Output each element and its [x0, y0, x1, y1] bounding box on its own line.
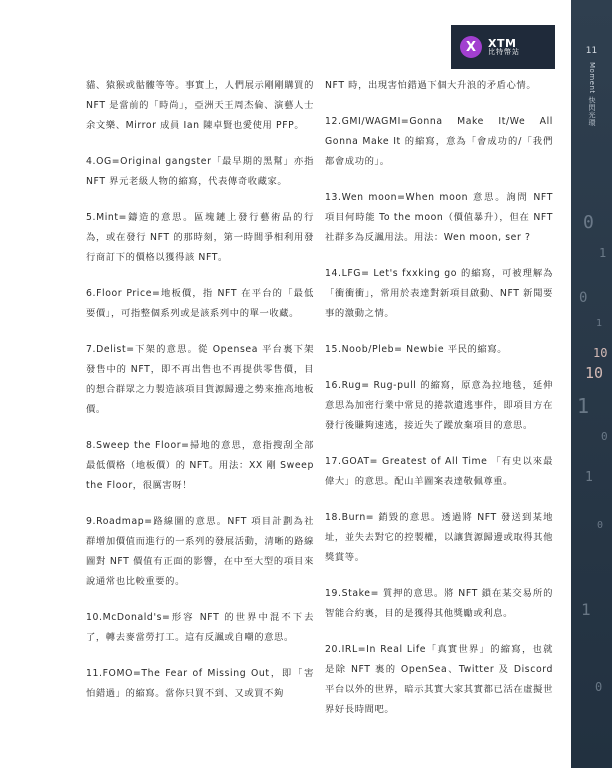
decor-digit: 0	[579, 290, 588, 306]
decor-digit: 1	[577, 394, 590, 418]
paragraph: 貓、猿猴或骷髏等等。事實上，人們展示剛剛購買的 NFT 是當前的「時尚」，亞洲天王周杰倫、演藝人士余文樂、Mirror 成員 Ian 陳卓賢也愛使用 PFP。	[86, 80, 314, 131]
decor-digit: 10	[585, 364, 604, 382]
right-column	[325, 76, 553, 736]
decor-digit: 10	[593, 346, 608, 360]
paragraph: 14.LFG= Let's fxxking go 的縮寫，可被理解為「衝衝衝」，常用於表達對新項目啟動、NFT 新聞要事的激動之情。	[325, 268, 553, 319]
decor-digit: 1	[585, 470, 593, 485]
paragraph: 5.Mint=鑄造的意思。區塊鏈上發行藝術品的行為，或在發行 NFT 的那時刻，第一時間爭相利用發行商訂下的價格以獲得該 NFT。	[86, 212, 314, 263]
sidebar-band	[571, 0, 612, 768]
paragraph: 8.Sweep the Floor=掃地的意思，意指搜刮全部最低價格（地板價）的 NFT。用法：XX 剛 Sweep the Floor，很厲害呀！	[86, 440, 314, 491]
paragraph: 13.Wen moon=When moon 意思。詢問 NFT 項目何時能 To the moon（價值暴升），但在 NFT 社群多為反諷用法。用法：Wen moon, ser ?	[325, 192, 553, 243]
paragraph: 10.McDonald's=形容 NFT 的世界中混不下去了，轉去麥當勞打工。這有反諷或自嘲的意思。	[86, 612, 314, 643]
left-column	[86, 76, 314, 720]
decor-digit: 0	[597, 520, 604, 531]
paragraph: 7.Delist=下架的意思。從 Opensea 平台裏下架發售中的 NFT，即不再出售也不再提供零售價，目的想合群眾之力製造該項目貨源歸邊之勢來推高地板價。	[86, 344, 314, 415]
paragraph: 12.GMI/WAGMI=Gonna Make It/We All Gonna Make It 的縮寫，意為「會成功的/「我們都會成功的」。	[325, 116, 553, 167]
decor-digit: 1	[581, 600, 591, 619]
decor-digit: 1	[596, 318, 603, 329]
decor-digit: 1	[599, 246, 607, 260]
paragraph: 19.Stake= 質押的意思。將 NFT 鎖在某交易所的智能合約裏，目的是獲得其他獎勵或利息。	[325, 588, 553, 619]
logo-name: XTM	[488, 36, 517, 50]
logo-subtitle: 比特幣站	[488, 48, 520, 57]
decor-digit: 0	[583, 212, 594, 233]
brand-logo	[451, 25, 555, 69]
paragraph: NFT 時，出現害怕錯過下個大升浪的矛盾心情。	[325, 80, 537, 91]
paragraph: 4.OG=Original gangster「最早期的黑幫」亦指 NFT 界元老級人物的縮寫，代表傳奇收藏家。	[86, 156, 314, 187]
decor-digit: 0	[601, 430, 608, 443]
paragraph: 15.Noob/Pleb= Newbie 平民的縮寫。	[325, 344, 508, 355]
logo-mark-icon: X	[460, 36, 482, 58]
paragraph: 9.Roadmap=路線圖的意思。NFT 項目計劃為社群增加價值而進行的一系列的發展活動，清晰的路線圖對 NFT 價值有正面的影響，在中至大型的項目來說通常也比較重要的。	[86, 516, 314, 587]
paragraph: 20.IRL=In Real Life「真實世界」的縮寫，也就是除 NFT 裏的 OpenSea、Twitter 及 Discord 平台以外的世界，暗示其實大家其實都已活在虛擬世界好長時間吧。	[325, 644, 553, 715]
section-label: Moment 快閃光環	[588, 62, 596, 127]
paragraph: 17.GOAT= Greatest of All Time 「有史以來最偉大」的意思。配山羊圖案表達敬佩尊重。	[325, 456, 553, 487]
paragraph: 18.Burn= 銷毀的意思。透過將 NFT 發送到某地址，並失去對它的控製權，以讓貨源歸邊或取得其他獎賞等。	[325, 512, 553, 563]
paragraph: 11.FOMO=The Fear of Missing Out，即「害怕錯過」的縮寫。當你只買不到、又或買不夠	[86, 668, 314, 699]
decor-digit: 0	[595, 680, 603, 694]
page-number: 11	[585, 46, 598, 56]
paragraph: 16.Rug= Rug-pull 的縮寫，原意為拉地毯，延伸意思為加密行業中常見的捲款遺逃事件，即項目方在發行後賺夠速逃，接近失了蹤放棄項目的意思。	[325, 380, 553, 431]
paragraph: 6.Floor Price=地板價，指 NFT 在平台的「最低要價」，可指整個系列或是該系列中的單一收藏。	[86, 288, 314, 319]
